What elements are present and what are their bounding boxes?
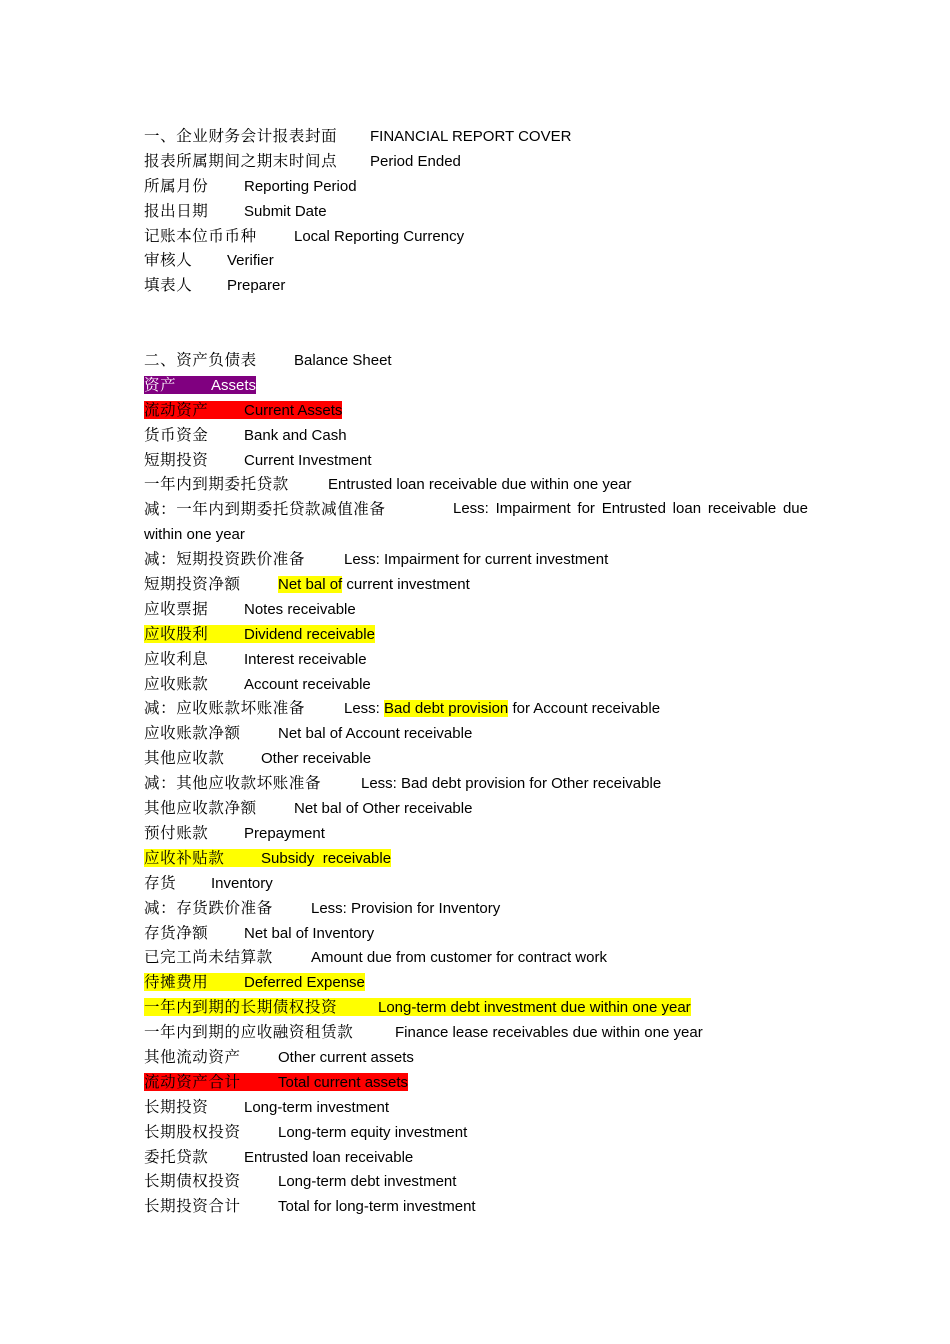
- table-row: 应收账款 Account receivable: [144, 674, 371, 693]
- cover-heading: [144, 124, 808, 149]
- table-row: 委托贷款 Entrusted loan receivable: [144, 1147, 414, 1166]
- table-row: 减：一年内到期委托贷款减值准备 Less: Impairment for Entrusted loan receivable due: [144, 500, 808, 519]
- cover-row: 记账本位币币种 Local Reporting Currency: [144, 226, 465, 245]
- table-row: 其他流动资产 Other current assets: [144, 1047, 414, 1066]
- balance-sheet-heading: 二、资产负债表 Balance Sheet: [144, 351, 392, 370]
- document-body: [144, 124, 808, 1219]
- table-row: 应收利息 Interest receivable: [144, 649, 367, 668]
- cover-row: 填表人 Preparer: [144, 276, 286, 295]
- table-row: 应收票据 Notes receivable: [144, 599, 356, 618]
- cover-heading-en: FINANCIAL REPORT COVER: [370, 128, 572, 145]
- table-row: 短期投资净额 Net bal of current investment: [144, 575, 470, 594]
- table-row: 减：存货跌价准备 Less: Provision for Inventory: [144, 898, 501, 917]
- table-row: 预付账款 Prepayment: [144, 823, 325, 842]
- table-row: 已完工尚未结算款 Amount due from customer for contract work: [144, 948, 607, 967]
- table-row: 长期股权投资 Long-term equity investment: [144, 1122, 468, 1141]
- assets-heading: 资产 Assets: [144, 375, 257, 394]
- table-row: 待摊费用 Deferred Expense: [144, 973, 365, 992]
- table-row: 应收股利 Dividend receivable: [144, 624, 375, 643]
- table-row: 一年内到期委托贷款 Entrusted loan receivable due within one year: [144, 475, 632, 494]
- table-row: 长期债权投资 Long-term debt investment: [144, 1172, 457, 1191]
- table-row: 应收补贴款 Subsidy receivable: [144, 848, 392, 867]
- table-row: 其他应收款净额 Net bal of Other receivable: [144, 799, 473, 818]
- table-row: 存货 Inventory: [144, 873, 273, 892]
- table-row: 一年内到期的应收融资租赁款 Finance lease receivables due within one year: [144, 1023, 703, 1042]
- table-row: 流动资产合计 Total current assets: [144, 1072, 409, 1091]
- cover-heading-zh: 一、企业财务会计报表封面: [144, 127, 338, 145]
- table-row: 减：短期投资跌价准备 Less: Impairment for current investment: [144, 550, 609, 569]
- table-row: 减：其他应收款坏账准备 Less: Bad debt provision for Other receivable: [144, 774, 662, 793]
- table-row: 应收账款净额 Net bal of Account receivable: [144, 724, 473, 743]
- table-row: 减：应收账款坏账准备 Less: Bad debt provision for Account receivable: [144, 699, 661, 718]
- cover-row: 报表所属期间之期末时间点 Period Ended: [144, 151, 461, 170]
- table-row: 长期投资合计 Total for long-term investment: [144, 1197, 476, 1216]
- cover-row: 报出日期 Submit Date: [144, 201, 327, 220]
- table-row: 短期投资 Current Investment: [144, 450, 372, 469]
- table-row: 一年内到期的长期债权投资 Long-term debt investment due within one year: [144, 998, 691, 1017]
- table-row: 长期投资 Long-term investment: [144, 1097, 390, 1116]
- current-assets-heading: 流动资产 Current Assets: [144, 400, 343, 419]
- table-row: 其他应收款 Other receivable: [144, 749, 372, 768]
- cover-row: 所属月份 Reporting Period: [144, 176, 357, 195]
- table-row-continued: within one year: [144, 526, 245, 544]
- table-row: 货币资金 Bank and Cash: [144, 425, 347, 444]
- cover-row: 审核人 Verifier: [144, 251, 274, 270]
- table-row: 存货净额 Net bal of Inventory: [144, 923, 375, 942]
